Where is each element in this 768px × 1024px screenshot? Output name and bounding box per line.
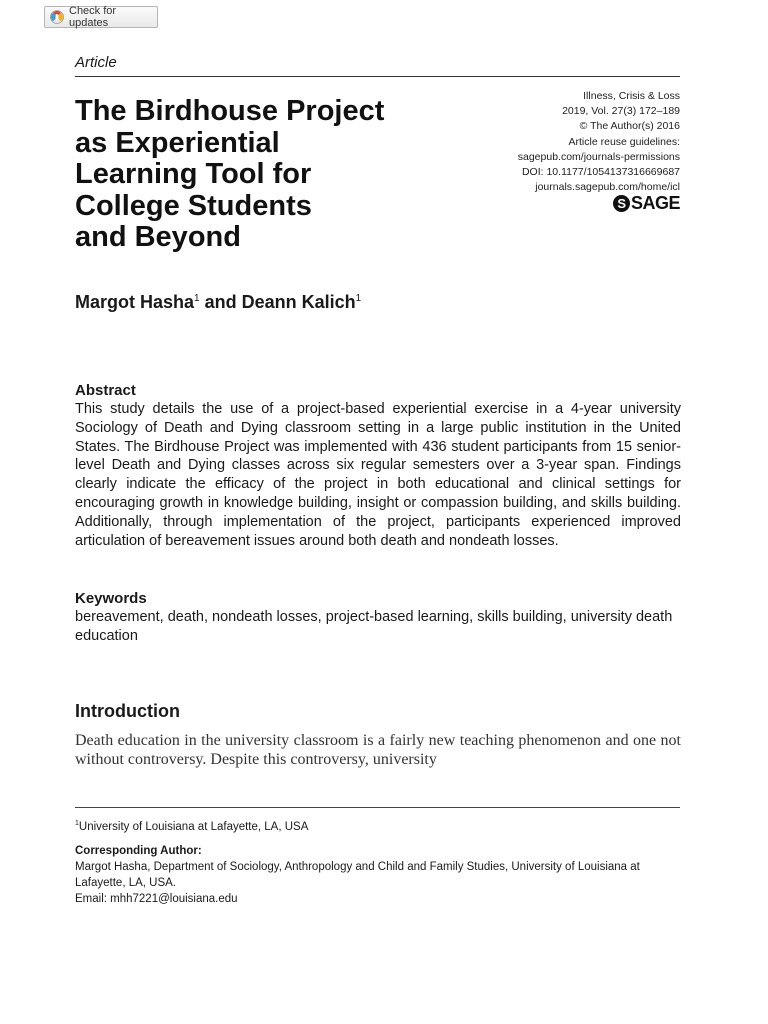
- copyright: © The Author(s) 2016: [579, 120, 680, 133]
- affiliation-marker: 1: [355, 293, 362, 304]
- doi[interactable]: DOI: 10.1177/1054137316669687: [521, 166, 680, 179]
- journal-home-link[interactable]: journals.sagepub.com/home/icl: [535, 181, 680, 194]
- check-for-updates-button[interactable]: [44, 6, 158, 28]
- abstract-heading: Abstract: [75, 382, 136, 399]
- author-conjunction: and: [199, 292, 242, 312]
- corresponding-author-email[interactable]: Email: mhh7221@louisiana.edu: [75, 893, 238, 905]
- corresponding-author-heading: Corresponding Author:: [75, 845, 202, 857]
- affiliation-marker: 1: [194, 293, 200, 304]
- check-for-updates-label: Check for updates: [69, 5, 117, 29]
- title-line: The Birdhouse Project: [75, 95, 385, 127]
- author-name: Margot Hasha: [75, 292, 195, 312]
- abstract-text: This study details the use of a project-based experiential exercise in a 4-year university Sociology of Death and Dying classroom setting in a large public institution in the United States. The Birdhouse Project was implemented with 436 student participants from 15 senior-level Death and Dying classes across six regular semesters over a 3-year span. Findings clearly indicate the efficacy of the project in both educational and clinical settings for encouraging growth in knowledge building, insight or compassion building, and skills building. Additionally, through implementation of the project, participants experienced improved articulation of bereavement issues around both death and nondeath losses.: [75, 401, 681, 549]
- title-line: and Beyond: [75, 221, 241, 253]
- abstract-section: [75, 381, 681, 550]
- author-list: [75, 292, 361, 313]
- journal-name: Illness, Crisis & Loss: [583, 90, 680, 102]
- introduction-text: Death education in the university classroom is a fairly new teaching phenomenon and one not without controversy. Despite this controversy, university: [75, 732, 681, 768]
- corresponding-author-text: Margot Hasha, Department of Sociology, Anthropology and Child and Family Studies, University of Louisiana at Lafayette, LA, USA.: [75, 861, 640, 889]
- keywords-text: bereavement, death, nondeath losses, project-based learning, skills building, university death education: [75, 609, 673, 644]
- sage-logo-mark-icon: S: [613, 195, 630, 212]
- sage-logo-text: SAGE: [630, 193, 680, 213]
- journal-volume: 2019, Vol. 27(3) 172–189: [562, 105, 680, 118]
- article-title: [75, 96, 475, 254]
- title-line: College Students: [75, 189, 312, 222]
- reuse-guidelines-label: Article reuse guidelines:: [568, 135, 680, 148]
- affiliation-marker: 1: [75, 820, 79, 827]
- keywords-section: [75, 589, 681, 646]
- footnotes: [75, 816, 681, 907]
- article-type-label: Article: [75, 54, 117, 71]
- title-line: as Experiential: [75, 126, 280, 159]
- permissions-link[interactable]: sagepub.com/journals-permissions: [517, 150, 680, 163]
- affiliation-text: University of Louisiana at Lafayette, LA, USA: [78, 821, 309, 833]
- introduction-heading: Introduction: [75, 701, 180, 721]
- sage-logo: [613, 193, 680, 214]
- crossmark-icon: [50, 10, 64, 24]
- author-name: Deann Kalich: [241, 292, 356, 312]
- keywords-heading: Keywords: [75, 590, 147, 607]
- footnote-divider: [75, 807, 680, 808]
- title-line: Learning Tool for: [75, 158, 312, 190]
- journal-metadata: [420, 89, 680, 195]
- header-divider: [75, 76, 680, 77]
- affiliation-footnote: [75, 816, 681, 835]
